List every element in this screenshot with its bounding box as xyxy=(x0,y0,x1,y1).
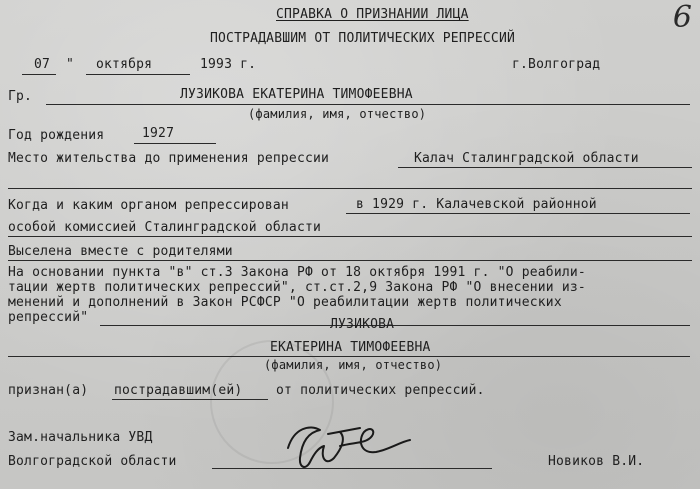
birth-year-underline xyxy=(134,143,216,144)
deportation-note: Выселена вместе с родителями xyxy=(8,244,233,259)
surname-repeat: ЛУЗИКОВА xyxy=(330,317,395,332)
recognized-prefix: признан(а) xyxy=(8,383,89,398)
signer-name: Новиков В.И. xyxy=(548,454,645,469)
law-text-line-3: менений и дополнений в Закон РСФСР "О реабилитации жертв политических xyxy=(8,295,562,310)
date-month: октября xyxy=(96,57,153,72)
name-repeat: ЕКАТЕРИНА ТИМОФЕЕВНА xyxy=(270,340,431,355)
law-underline xyxy=(100,325,690,326)
name-repeat-underline xyxy=(8,356,690,357)
citizen-full-name: ЛУЗИКОВА ЕКАТЕРИНА ТИМОФЕЕВНА xyxy=(180,87,413,102)
document-title: СПРАВКА О ПРИЗНАНИИ ЛИЦА xyxy=(276,7,469,22)
date-day: 07 xyxy=(34,57,51,72)
deportation-underline xyxy=(8,260,692,261)
name-underline xyxy=(46,104,690,105)
law-text-line-1: На основании пункта "в" ст.3 Закона РФ от 18 октября 1991 г. "О реабили- xyxy=(8,265,586,280)
date-year: 1993 г. xyxy=(200,57,257,72)
repression-label: Когда и каким органом репрессирован xyxy=(8,198,289,213)
repression-value-1: в 1929 г. Калачевской районной xyxy=(356,197,597,212)
recognized-underline xyxy=(112,399,268,400)
law-text-line-4: репрессий" xyxy=(8,310,89,325)
repression-value-2: особой комиссией Сталинградской области xyxy=(8,220,322,235)
signer-position-line-2: Волгоградской области xyxy=(8,454,177,469)
document-subtitle: ПОСТРАДАВШИМ ОТ ПОЛИТИЧЕСКИХ РЕПРЕССИЙ xyxy=(210,31,516,46)
residence-label: Место жительства до применения репрессии xyxy=(8,151,330,166)
repression-underline-1 xyxy=(346,213,690,214)
repression-underline-2 xyxy=(8,236,692,237)
date-day-underline xyxy=(22,74,56,75)
name-caption: (фамилия, имя, отчество) xyxy=(248,107,427,121)
page-number: 6 xyxy=(672,0,692,35)
date-month-underline xyxy=(86,74,190,75)
birth-year-value: 1927 xyxy=(142,126,175,141)
residence-value: Калач Сталинградской области xyxy=(414,151,639,166)
birth-year-label: Год рождения xyxy=(8,128,105,143)
date-quote: " xyxy=(66,57,75,72)
law-text-line-2: тации жертв политических репрессий", ст.ст.2,9 Закона РФ "О внесении из- xyxy=(8,280,586,295)
residence-blank-line xyxy=(8,188,692,189)
recognized-word: пострадавшим(ей) xyxy=(114,383,243,398)
signer-position-line-1: Зам.начальника УВД xyxy=(8,430,153,445)
citizen-prefix: Гр. xyxy=(8,89,33,104)
recognized-suffix: от политических репрессий. xyxy=(276,383,485,398)
city: г.Волгоград xyxy=(512,57,601,72)
name-caption-2: (фамилия, имя, отчество) xyxy=(264,358,443,372)
handwritten-signature xyxy=(280,418,430,478)
residence-underline xyxy=(398,167,692,168)
